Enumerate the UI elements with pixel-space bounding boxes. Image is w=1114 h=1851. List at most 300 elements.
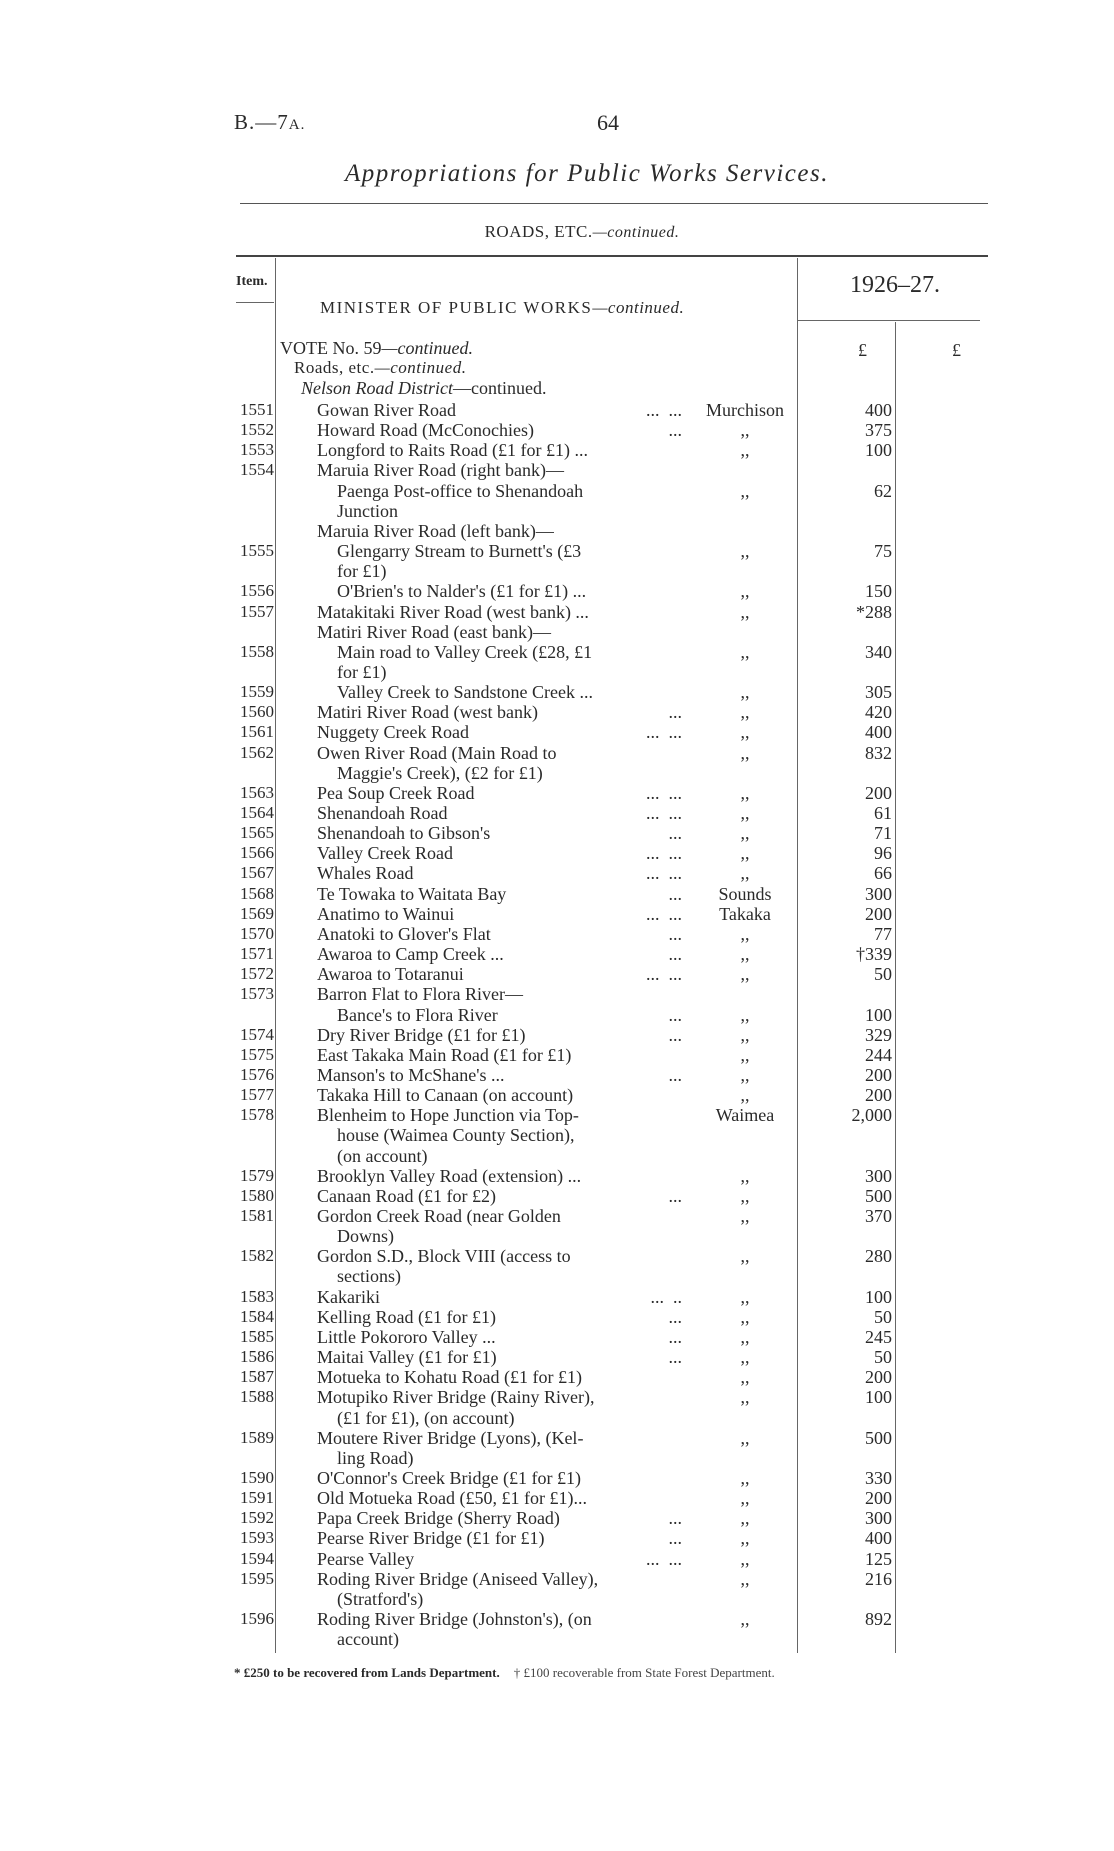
item-description: Moutere River Bridge (Lyons), (Kel- — [317, 1428, 584, 1448]
vote-heading — [280, 338, 473, 358]
item-description: Matiri River Road (east bank)— — [317, 622, 551, 642]
page-title: Appropriations for Public Works Services. — [345, 160, 829, 187]
item-amount — [800, 1146, 892, 1166]
item-number: 1551 — [240, 400, 274, 419]
item-amount: 200 — [865, 1367, 892, 1387]
item-description: Longford to Raits Road (£1 for £1) ... — [317, 440, 588, 460]
item-number — [232, 1005, 274, 1025]
item-location — [690, 662, 800, 682]
minister-heading-text: MINISTER OF PUBLIC WORKS — [320, 298, 593, 317]
item-number: 1571 — [240, 944, 274, 963]
item-location: ,, — [740, 924, 750, 944]
item-description: Motueka to Kohatu Road (£1 for £1) — [317, 1367, 582, 1387]
item-number: 1575 — [240, 1045, 274, 1064]
item-description: for £1) — [337, 561, 387, 581]
leader-dots: ... — [659, 944, 682, 964]
item-number: 1556 — [240, 581, 274, 600]
item-number: 1564 — [240, 803, 274, 822]
item-amount: 400 — [865, 400, 892, 420]
item-number: 1565 — [240, 823, 274, 842]
minister-heading — [320, 298, 684, 318]
item-number — [232, 1125, 274, 1145]
item-amount — [800, 1408, 892, 1428]
item-number — [232, 1448, 274, 1468]
document-code — [234, 110, 305, 135]
item-description: Roding River Bridge (Aniseed Valley), — [317, 1569, 599, 1589]
leader-dots: ... ... — [637, 803, 682, 823]
item-number: 1579 — [240, 1166, 274, 1185]
item-number: 1567 — [240, 863, 274, 882]
item-number — [232, 1226, 274, 1246]
item-number: 1558 — [240, 642, 274, 661]
roads-subheading — [294, 358, 466, 378]
item-amount: 300 — [865, 1508, 892, 1528]
item-amount — [800, 984, 892, 1004]
total-column-divider — [895, 322, 896, 1653]
item-location: ,, — [740, 1347, 750, 1367]
item-location: ,, — [740, 1488, 750, 1508]
item-description: Howard Road (McConochies) — [317, 420, 534, 440]
leader-dots: ... — [659, 702, 682, 722]
item-number: 1589 — [240, 1428, 274, 1447]
leader-dots: ... ... — [641, 400, 682, 420]
leader-dots: ... .. — [641, 1287, 682, 1307]
item-number: 1580 — [240, 1186, 274, 1205]
item-description: Owen River Road (Main Road to — [317, 743, 557, 763]
leader-dots: ... ... — [641, 964, 682, 984]
section-heading-continued: —continued. — [592, 224, 680, 241]
item-number: 1576 — [240, 1065, 274, 1084]
page-number: 64 — [597, 110, 619, 135]
item-amount: 400 — [865, 1528, 892, 1548]
leader-dots: ... — [664, 1508, 682, 1528]
item-location: ,, — [740, 803, 750, 823]
item-description: Maitai Valley (£1 for £1) — [317, 1347, 497, 1367]
item-number: 1591 — [240, 1488, 274, 1507]
item-location — [690, 1629, 800, 1649]
item-amount: 375 — [865, 420, 892, 440]
item-location: ,, — [740, 722, 750, 742]
currency-symbol-1: £ — [858, 340, 867, 360]
item-number: 1582 — [240, 1246, 274, 1265]
item-description: (on account) — [337, 1146, 428, 1166]
item-location — [690, 460, 800, 480]
roads-subheading-text: Roads, etc. — [294, 358, 375, 377]
leader-dots: ... — [659, 1327, 682, 1347]
item-location: ,, — [740, 1045, 750, 1065]
item-amount: 125 — [865, 1549, 892, 1569]
item-location — [690, 1266, 800, 1286]
item-number — [232, 1408, 274, 1428]
item-amount: 96 — [874, 843, 892, 863]
item-location: ,, — [740, 1025, 750, 1045]
item-description: Takaka Hill to Canaan (on account) — [317, 1085, 574, 1105]
item-amount: 200 — [865, 1488, 892, 1508]
item-amount: 420 — [865, 702, 892, 722]
item-location — [690, 1589, 800, 1609]
item-number: 1561 — [240, 722, 274, 741]
item-description: Te Towaka to Waitata Bay — [317, 884, 507, 904]
item-amount: 330 — [865, 1468, 892, 1488]
item-amount — [800, 561, 892, 581]
item-number: 1553 — [240, 440, 274, 459]
item-amount: †339 — [856, 944, 892, 964]
item-location: ,, — [740, 1246, 750, 1266]
item-location — [690, 1146, 800, 1166]
section-heading — [0, 222, 1114, 242]
item-description: Paenga Post-office to Shenandoah — [337, 481, 584, 501]
district-subheading — [301, 378, 546, 398]
item-amount — [800, 1125, 892, 1145]
item-amount: 340 — [865, 642, 892, 662]
item-number: 1557 — [240, 602, 274, 621]
leader-dots: ... — [659, 1005, 682, 1025]
item-description: (Stratford's) — [337, 1589, 424, 1609]
item-location: ,, — [740, 1569, 750, 1589]
item-description: Gordon Creek Road (near Golden — [317, 1206, 561, 1226]
item-location: Waimea — [715, 1105, 775, 1125]
item-number: 1581 — [240, 1206, 274, 1225]
leader-dots: ... — [659, 924, 682, 944]
item-description: Pearse River Bridge (£1 for £1) — [317, 1528, 545, 1548]
item-amount — [800, 662, 892, 682]
item-amount — [800, 501, 892, 521]
title-rule — [240, 203, 988, 204]
item-amount: 100 — [865, 1287, 892, 1307]
item-amount: 300 — [865, 1166, 892, 1186]
item-description: sections) — [337, 1266, 401, 1286]
item-amount: 50 — [874, 1347, 892, 1367]
item-location: ,, — [740, 440, 750, 460]
item-number — [232, 1629, 274, 1649]
item-number: 1572 — [240, 964, 274, 983]
item-amount: 100 — [865, 1387, 892, 1407]
item-number — [232, 501, 274, 521]
item-amount: 200 — [865, 1065, 892, 1085]
item-description: Pearse Valley — [317, 1549, 415, 1569]
leader-dots: ... — [659, 1307, 682, 1327]
leader-dots: ... — [659, 884, 682, 904]
item-number: 1584 — [240, 1307, 274, 1326]
item-description: Anatoki to Glover's Flat — [317, 924, 491, 944]
item-description: (£1 for £1), (on account) — [337, 1408, 515, 1428]
leader-dots: ... ... — [637, 904, 682, 924]
item-location: ,, — [740, 1166, 750, 1186]
item-amount: 200 — [865, 1085, 892, 1105]
item-location: ,, — [740, 1468, 750, 1488]
item-location: ,, — [740, 602, 750, 622]
item-amount: 150 — [865, 581, 892, 601]
item-number: 1569 — [240, 904, 274, 923]
item-amount — [800, 1589, 892, 1609]
currency-symbol-2: £ — [952, 340, 961, 360]
item-location — [690, 501, 800, 521]
item-description: O'Connor's Creek Bridge (£1 for £1) — [317, 1468, 581, 1488]
leader-dots: ... ... — [637, 1549, 682, 1569]
item-number: 1590 — [240, 1468, 274, 1487]
table-top-rule — [236, 255, 988, 257]
item-description: Valley Creek to Sandstone Creek ... — [337, 682, 593, 702]
item-amount: 245 — [865, 1327, 892, 1347]
item-description: for £1) — [337, 662, 387, 682]
item-description: Glengarry Stream to Burnett's (£3 — [337, 541, 582, 561]
item-location: ,, — [740, 1428, 750, 1448]
item-location — [690, 984, 800, 1004]
leader-dots: ... — [659, 1528, 682, 1548]
item-location: ,, — [740, 1085, 750, 1105]
item-location: ,, — [740, 1528, 750, 1548]
item-amount: 300 — [865, 884, 892, 904]
item-amount: 216 — [865, 1569, 892, 1589]
item-amount: 280 — [865, 1246, 892, 1266]
item-amount — [800, 622, 892, 642]
item-amount: 77 — [874, 924, 892, 944]
item-amount: 329 — [865, 1025, 892, 1045]
item-description: Downs) — [337, 1226, 394, 1246]
item-location — [690, 1125, 800, 1145]
item-number: 1586 — [240, 1347, 274, 1366]
item-location: ,, — [740, 863, 750, 883]
item-amount: 500 — [865, 1186, 892, 1206]
item-amount: 200 — [865, 904, 892, 924]
item-amount: 200 — [865, 783, 892, 803]
item-description: East Takaka Main Road (£1 for £1) — [317, 1045, 572, 1065]
item-column-divider — [275, 258, 276, 1653]
item-amount: 61 — [874, 803, 892, 823]
item-description: Anatimo to Wainui — [317, 904, 455, 924]
item-number: 1594 — [240, 1549, 274, 1568]
item-amount: 244 — [865, 1045, 892, 1065]
item-amount: 66 — [874, 863, 892, 883]
vote-heading-continued: —continued. — [381, 338, 473, 358]
item-number: 1596 — [240, 1609, 274, 1628]
item-location: ,, — [740, 1287, 750, 1307]
item-number: 1573 — [240, 984, 274, 1003]
item-amount: 50 — [874, 1307, 892, 1327]
item-description: Nuggety Creek Road — [317, 722, 469, 742]
item-number — [232, 521, 274, 541]
item-number — [232, 481, 274, 501]
document-code-prefix: B.—7 — [234, 110, 289, 134]
item-amount: 100 — [865, 440, 892, 460]
year-column-header: 1926–27. — [850, 272, 940, 298]
item-number: 1570 — [240, 924, 274, 943]
item-number: 1593 — [240, 1528, 274, 1547]
item-number: 1559 — [240, 682, 274, 701]
district-subheading-continued: —continued. — [453, 378, 547, 398]
item-location — [690, 763, 800, 783]
item-description: Blenheim to Hope Junction via Top- — [317, 1105, 579, 1125]
item-description: house (Waimea County Section), — [337, 1125, 575, 1145]
item-amount: 100 — [865, 1005, 892, 1025]
item-number: 1562 — [240, 743, 274, 762]
footnote-1: * £250 to be recovered from Lands Department. — [234, 1665, 500, 1680]
item-location: ,, — [740, 581, 750, 601]
item-description: Bance's to Flora River — [337, 1005, 498, 1025]
item-description: Canaan Road (£1 for £2) — [317, 1186, 496, 1206]
item-description: Little Pokororo Valley ... — [317, 1327, 496, 1347]
item-location: ,, — [740, 783, 750, 803]
item-description: Shenandoah to Gibson's — [317, 823, 491, 843]
item-amount — [800, 763, 892, 783]
item-description: ling Road) — [337, 1448, 414, 1468]
item-amount: 62 — [874, 481, 892, 501]
item-location — [690, 1448, 800, 1468]
item-amount — [800, 521, 892, 541]
item-location: ,, — [740, 1549, 750, 1569]
item-description: Main road to Valley Creek (£28, £1 — [337, 642, 593, 662]
item-location: ,, — [740, 1005, 750, 1025]
item-description: Matiri River Road (west bank) — [317, 702, 538, 722]
item-description: Gordon S.D., Block VIII (access to — [317, 1246, 571, 1266]
leader-dots: ... — [659, 1186, 682, 1206]
item-description: Matakitaki River Road (west bank) ... — [317, 602, 589, 622]
leader-dots: ... ... — [637, 863, 682, 883]
item-location: ,, — [740, 702, 750, 722]
item-description: Awaroa to Camp Creek ... — [317, 944, 504, 964]
item-description: Valley Creek Road — [317, 843, 453, 863]
item-location: ,, — [740, 823, 750, 843]
item-location: Sounds — [718, 884, 772, 904]
leader-dots: ... — [659, 1347, 682, 1367]
item-location: ,, — [740, 743, 750, 763]
item-description: account) — [337, 1629, 399, 1649]
item-location: ,, — [740, 1367, 750, 1387]
vote-heading-text: VOTE No. 59 — [280, 338, 382, 358]
item-location: Takaka — [719, 904, 771, 924]
item-amount: 2,000 — [851, 1105, 892, 1125]
leader-dots: ... — [659, 823, 682, 843]
item-amount — [800, 1448, 892, 1468]
item-amount: 400 — [865, 722, 892, 742]
item-location: ,, — [740, 1186, 750, 1206]
item-location: ,, — [740, 1065, 750, 1085]
item-description: Old Motueka Road (£50, £1 for £1)... — [317, 1488, 587, 1508]
footnote-2: † £100 recoverable from State Forest Department. — [513, 1665, 775, 1680]
item-description: Maggie's Creek), (£2 for £1) — [337, 763, 543, 783]
item-number: 1560 — [240, 702, 274, 721]
item-location: ,, — [740, 1206, 750, 1226]
item-number: 1588 — [240, 1387, 274, 1406]
footnotes — [234, 1665, 775, 1681]
item-number: 1555 — [240, 541, 274, 560]
leader-dots: ... — [659, 420, 682, 440]
item-location: ,, — [740, 642, 750, 662]
item-description: Shenandoah Road — [317, 803, 448, 823]
item-number: 1577 — [240, 1085, 274, 1104]
item-description: Awaroa to Totaranui — [317, 964, 464, 984]
item-number: 1595 — [240, 1569, 274, 1588]
item-amount: 75 — [874, 541, 892, 561]
item-amount: 832 — [865, 743, 892, 763]
item-number: 1574 — [240, 1025, 274, 1044]
item-description: Kelling Road (£1 for £1) — [317, 1307, 496, 1327]
item-location — [690, 622, 800, 642]
leader-dots: ... — [659, 1025, 682, 1045]
leader-dots: ... ... — [637, 843, 682, 863]
item-location: ,, — [740, 481, 750, 501]
item-location — [690, 521, 800, 541]
item-amount — [800, 1629, 892, 1649]
item-amount: 370 — [865, 1206, 892, 1226]
item-location: ,, — [740, 1387, 750, 1407]
item-amount: 71 — [874, 823, 892, 843]
leader-dots: ... ... — [641, 722, 682, 742]
item-number: 1568 — [240, 884, 274, 903]
item-location: ,, — [740, 682, 750, 702]
leader-dots: ... ... — [641, 783, 682, 803]
item-location: ,, — [740, 1508, 750, 1528]
item-number: 1552 — [240, 420, 274, 439]
district-subheading-text: Nelson Road District — [301, 378, 453, 398]
item-description: Maruia River Road (right bank)— — [317, 460, 564, 480]
item-number: 1554 — [240, 460, 274, 479]
item-number — [232, 763, 274, 783]
item-location — [690, 1226, 800, 1246]
item-amount: 500 — [865, 1428, 892, 1448]
item-description: O'Brien's to Nalder's (£1 for £1) ... — [337, 581, 587, 601]
item-number: 1563 — [240, 783, 274, 802]
item-description: Whales Road — [317, 863, 414, 883]
item-header-rule — [236, 302, 274, 303]
item-description: Papa Creek Bridge (Sherry Road) — [317, 1508, 560, 1528]
item-number — [232, 1146, 274, 1166]
leader-dots: ... — [659, 1065, 682, 1085]
document-code-suffix: A. — [288, 117, 306, 133]
item-description: Pea Soup Creek Road — [317, 783, 475, 803]
item-number — [232, 622, 274, 642]
item-description: Barron Flat to Flora River— — [317, 984, 523, 1004]
item-location — [690, 561, 800, 581]
item-amount: 892 — [865, 1609, 892, 1629]
item-amount: 305 — [865, 682, 892, 702]
item-location: Murchison — [706, 400, 784, 420]
year-header-rule — [797, 320, 980, 321]
item-number: 1592 — [240, 1508, 274, 1527]
item-description: Brooklyn Valley Road (extension) ... — [317, 1166, 582, 1186]
item-number — [232, 1266, 274, 1286]
item-description: Junction — [337, 501, 398, 521]
item-amount — [800, 460, 892, 480]
roads-subheading-continued: —continued. — [374, 358, 467, 377]
item-number: 1587 — [240, 1367, 274, 1386]
item-location: ,, — [740, 964, 750, 984]
item-description: Kakariki — [317, 1287, 380, 1307]
item-location: ,, — [740, 944, 750, 964]
item-number: 1578 — [240, 1105, 274, 1124]
item-location: ,, — [740, 420, 750, 440]
item-location: ,, — [740, 1307, 750, 1327]
item-amount: 50 — [874, 964, 892, 984]
item-number: 1566 — [240, 843, 274, 862]
item-location: ,, — [740, 1327, 750, 1347]
item-location — [690, 1408, 800, 1428]
item-description: Motupiko River Bridge (Rainy River), — [317, 1387, 595, 1407]
item-amount: *288 — [856, 602, 892, 622]
item-description: Maruia River Road (left bank)— — [317, 521, 554, 541]
item-number: 1583 — [240, 1287, 274, 1306]
minister-heading-continued: —continued. — [592, 298, 685, 317]
item-number — [232, 662, 274, 682]
item-description: Roding River Bridge (Johnston's), (on — [317, 1609, 592, 1629]
item-description: Gowan River Road — [317, 400, 456, 420]
item-description: Dry River Bridge (£1 for £1) — [317, 1025, 526, 1045]
item-location: ,, — [740, 843, 750, 863]
item-amount — [800, 1266, 892, 1286]
section-heading-text: ROADS, ETC. — [484, 222, 593, 241]
item-number — [232, 1589, 274, 1609]
item-column-header: Item. — [236, 274, 268, 289]
